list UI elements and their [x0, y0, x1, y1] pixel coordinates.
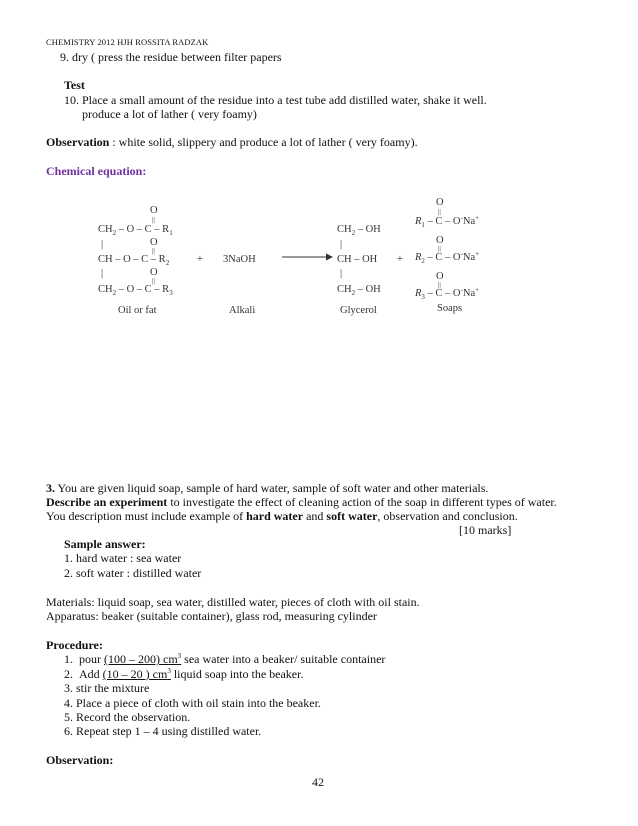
- label-glycerol: Glycerol: [340, 305, 377, 316]
- question-3-line1: 3. You are given liquid soap, sample of hard water, sample of soft water and other materials.: [46, 481, 489, 495]
- soap-dbl2: ||: [438, 245, 441, 253]
- procedure-heading: Procedure:: [46, 638, 103, 652]
- label-soaps: Soaps: [437, 303, 463, 314]
- oil-row1: $CH_2$ – O – C – $R_1$: [98, 224, 173, 237]
- procedure-step-2: 2. Add (10 – 20 ) $cm^3$ liquid soap into the beaker.: [64, 667, 304, 681]
- soap-o2: O: [436, 235, 444, 246]
- chemical-equation-label: Chemical equation:: [46, 164, 147, 178]
- plus-sign-2: +: [397, 254, 403, 265]
- procedure-step-5: 5. Record the observation.: [64, 710, 191, 724]
- oil-o3: O: [150, 267, 158, 278]
- glycerol-row1: $CH_2$ – OH: [337, 224, 381, 237]
- soap-dbl3: ||: [438, 281, 441, 289]
- oil-o2: O: [150, 237, 158, 248]
- soap-row3: $R_3$ – C – O-Na+: [415, 286, 480, 301]
- step-9: 9. dry ( press the residue between filter papers: [60, 50, 282, 64]
- question-3-marks: [10 marks]: [459, 523, 512, 537]
- oil-dbl1: ||: [152, 216, 155, 224]
- procedure-step-6: 6. Repeat step 1 – 4 using distilled water.: [64, 724, 262, 738]
- observation-heading: Observation:: [46, 753, 114, 767]
- glycerol-bar1: |: [340, 239, 343, 250]
- glycerol-row2: CH – OH: [337, 254, 378, 265]
- oil-bar1: |: [101, 239, 104, 250]
- sample-answer-item-2: 2. soft water : distilled water: [64, 566, 202, 580]
- procedure-step-4: 4. Place a piece of cloth with oil stain into the beaker.: [64, 696, 321, 710]
- glycerol-bar2: |: [340, 268, 343, 279]
- sample-answer-item-1: 1. hard water : sea water: [64, 551, 182, 565]
- label-alkali: Alkali: [229, 305, 256, 316]
- oil-row3: $CH_2$ – O – C – $R_3$: [98, 284, 173, 297]
- sample-answer-heading: Sample answer:: [64, 537, 146, 551]
- apparatus-line: Apparatus: beaker (suitable container), glass rod, measuring cylinder: [46, 609, 377, 623]
- oil-bar2: |: [101, 268, 104, 279]
- naoh: 3NaOH: [223, 254, 256, 265]
- soap-row2: $R_2$ – C – O-Na+: [415, 250, 480, 265]
- question-3-line2: Describe an experiment to investigate the effect of cleaning action of the soap in different types of water.: [46, 495, 557, 509]
- glycerol-row3: $CH_2$ – OH: [337, 284, 381, 297]
- observation-text: : white solid, slippery and produce a lot of lather ( very foamy).: [109, 135, 418, 149]
- procedure-step-3: 3. stir the mixture: [64, 681, 150, 695]
- soap-dbl1: ||: [438, 208, 441, 216]
- oil-dbl2: ||: [152, 247, 155, 255]
- soap-o3: O: [436, 271, 444, 282]
- test-heading: Test: [64, 78, 85, 92]
- soap-row1: $R_1$ – C – O-Na+: [415, 214, 480, 229]
- plus-sign-1: +: [197, 254, 203, 265]
- question-3-line3: You description must include example of hard water and soft water, observation and conclusion.: [46, 509, 518, 523]
- materials-line: Materials: liquid soap, sea water, distilled water, pieces of cloth with oil stain.: [46, 595, 420, 609]
- observation-label: Observation: [46, 135, 110, 149]
- procedure-step-1: 1. pour (100 – 200) $cm^3$ sea water into a beaker/ suitable container: [64, 652, 386, 666]
- reaction-arrow-head: [326, 254, 333, 261]
- oil-row2: CH – O – C – $R_2$: [98, 254, 170, 267]
- oil-o1: O: [150, 205, 158, 216]
- soap-o1: O: [436, 197, 444, 208]
- question-3-number: 3.: [46, 481, 55, 495]
- page-header: CHEMISTRY 2012 HJH ROSSITA RADZAK: [46, 37, 209, 47]
- label-oil-or-fat: Oil or fat: [118, 305, 157, 316]
- step-10-line1: 10. Place a small amount of the residue into a test tube add distilled water, shake it well.: [64, 93, 487, 107]
- chemical-equation-diagram: [0, 0, 638, 330]
- step-10-line2: produce a lot of lather ( very foamy): [82, 107, 257, 121]
- page-number: 42: [312, 775, 324, 789]
- oil-dbl3: ||: [152, 277, 155, 285]
